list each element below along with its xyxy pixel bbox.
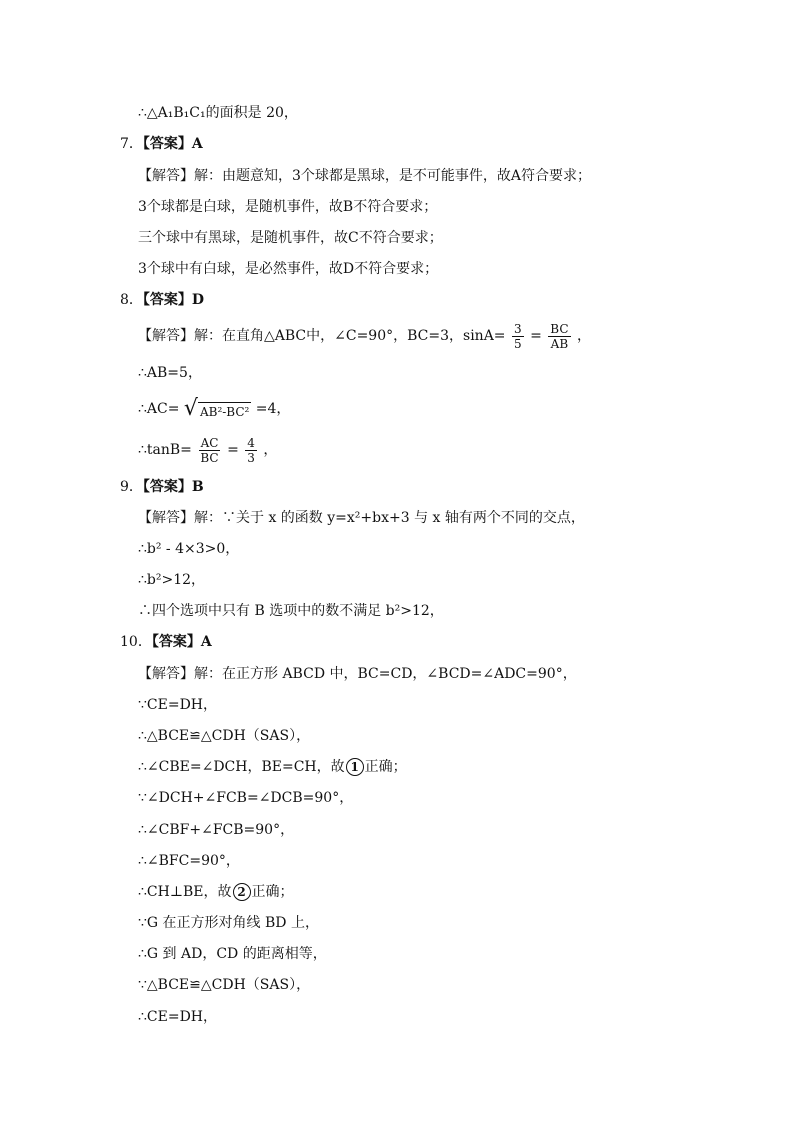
q9-number: 9． [120, 479, 143, 495]
q9-solution-line-1: 【解答】解：∵关于 x 的函数 y=x²+bx+3 与 x 轴有两个不同的交点， [138, 510, 585, 526]
q8-solution-line-3 [138, 395, 290, 423]
q8-text: ∴tanB= [138, 442, 192, 458]
fraction-denominator: AB [550, 336, 569, 351]
q7-solution-line-3: 三个球中有黑球，是随机事件，故C不符合要求； [138, 230, 443, 246]
q8-answer: 【答案】D [142, 292, 205, 308]
fraction-numerator: 4 [247, 435, 255, 450]
q7-solution-line-1: 【解答】解：由题意知，3个球都是黑球，是不可能事件，故A符合要求； [138, 168, 592, 184]
q8-text: ∴AC= [138, 401, 180, 417]
q10-text: ∴∠CBE=∠DCH，BE=CH，故 [138, 759, 345, 775]
fraction-numerator: AC [200, 435, 219, 450]
fraction-4-3 [245, 436, 257, 465]
q10-text: ∴CH⊥BE，故 [138, 884, 232, 900]
circled-number-2-icon: 2 [233, 883, 251, 901]
radicand: AB²-BC² [198, 402, 251, 419]
q9-solution-line-4: ∴四个选项中只有 B 选项中的数不满足 b²>12， [138, 603, 444, 619]
q9-answer: 【答案】B [142, 479, 204, 495]
fraction-bc-ab [548, 322, 570, 351]
q9-solution-line-2: ∴b² - 4×3>0， [138, 541, 240, 557]
q10-number: 10． [120, 634, 152, 650]
radical-sign-icon: √ [183, 396, 198, 421]
fraction-denominator: 5 [514, 336, 522, 351]
q10-solution-line-8 [138, 882, 294, 902]
q10-text: 正确； [364, 759, 407, 775]
q10-header [120, 632, 212, 652]
fraction-numerator: BC [550, 321, 569, 336]
triangle-area-line: ∴△A₁B₁C₁的面积是 20， [138, 105, 298, 121]
q9-solution-line-3: ∴b²>12， [138, 572, 206, 588]
q7-solution-line-2: 3个球都是白球，是随机事件，故B不符合要求； [138, 199, 438, 215]
q8-text: =4， [255, 401, 291, 417]
q7-answer: 【答案】A [142, 136, 203, 152]
equals-sign: = [530, 328, 542, 344]
q10-solution-line-4 [138, 757, 407, 777]
punctuation: ， [576, 328, 591, 344]
q10-text: 正确； [251, 884, 294, 900]
q10-solution-line-12: ∴CE=DH， [138, 1009, 218, 1025]
q7-solution-line-4: 3个球中有白球，是必然事件，故D不符合要求； [138, 261, 439, 277]
fraction-denominator: 3 [247, 450, 255, 465]
q8-header [120, 290, 204, 310]
q10-solution-line-9: ∵G 在正方形对角线 BD 上， [138, 915, 319, 931]
q10-solution-line-1: 【解答】解：在正方形 ABCD 中，BC=CD，∠BCD=∠ADC=90°， [138, 666, 577, 682]
fraction-denominator: BC [200, 450, 219, 465]
q8-number: 8． [120, 292, 143, 308]
equals-sign: = [227, 442, 239, 458]
q10-solution-line-5: ∵∠DCH+∠FCB=∠DCB=90°， [138, 790, 354, 806]
q10-solution-line-6: ∴∠CBF+∠FCB=90°， [138, 822, 295, 838]
q10-solution-line-2: ∵CE=DH， [138, 697, 218, 713]
q7-number: 7． [120, 136, 143, 152]
q7-header [120, 134, 203, 154]
q8-solution-line-4 [138, 434, 277, 466]
q9-header [120, 477, 204, 497]
fraction-numerator: 3 [514, 321, 522, 336]
q8-solution-line-1 [138, 320, 591, 352]
fraction-ac-bc [198, 436, 220, 465]
q10-solution-line-7: ∴∠BFC=90°， [138, 853, 240, 869]
q10-solution-line-10: ∴G 到 AD，CD 的距离相等， [138, 946, 327, 962]
q10-solution-line-11: ∵△BCE≌△CDH（SAS）， [138, 977, 311, 993]
fraction-3-5 [512, 322, 524, 351]
q10-answer: 【答案】A [151, 634, 212, 650]
q8-text: 【解答】解：在直角△ABC中，∠C=90°，BC=3，sinA= [138, 328, 506, 344]
q8-solution-line-2: ∴AB=5， [138, 365, 202, 381]
circled-number-1-icon: 1 [346, 758, 364, 776]
punctuation: ， [263, 442, 278, 458]
square-root [183, 396, 251, 421]
q10-solution-line-3: ∴△BCE≌△CDH（SAS）， [138, 728, 311, 744]
